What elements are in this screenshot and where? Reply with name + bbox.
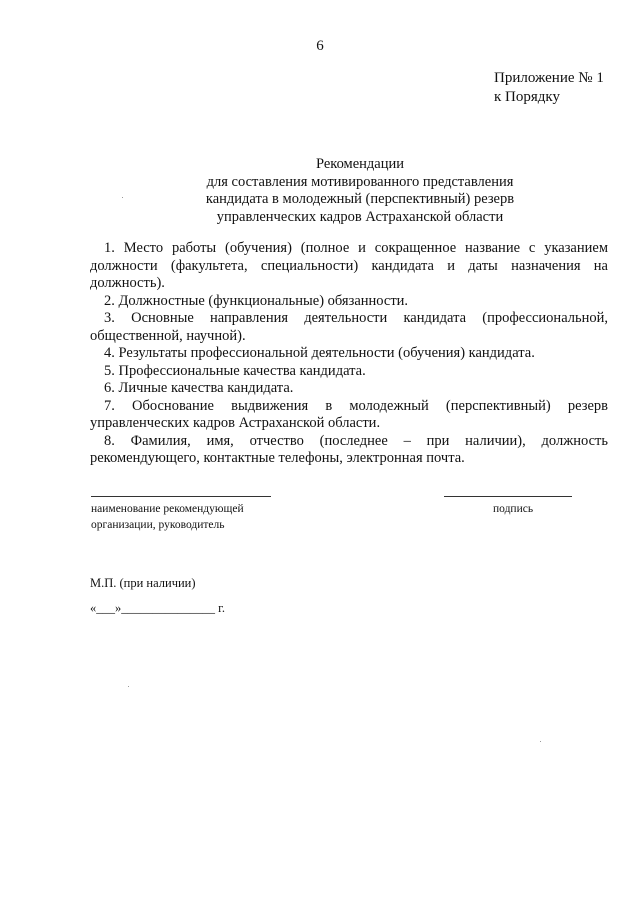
organization-label: [91, 501, 244, 533]
scan-speck: [122, 197, 123, 198]
date-line: «___»_______________ г.: [90, 601, 225, 615]
title-line-2: для составления мотивированного представления: [206, 173, 514, 190]
title-line-4: управленческих кадров Астраханской области: [216, 208, 504, 225]
stamp-note: М.П. (при наличии): [90, 576, 196, 590]
title-line-1: Рекомендации: [315, 156, 405, 172]
list-item: 1. Место работы (обучения) (полное и сокращенное название с указанием должности (факультета, специальности) кандидата и даты назначения на должность).: [90, 240, 608, 291]
title-line-3: кандидата в молодежный (перспективный) резерв: [205, 191, 515, 207]
recommendation-list: [90, 240, 608, 468]
list-item: 5. Профессиональные качества кандидата.: [104, 362, 366, 379]
list-item: 4. Результаты профессиональной деятельности (обучения) кандидата.: [104, 345, 535, 361]
organization-signature-line: [91, 496, 271, 497]
list-item: 6. Личные качества кандидата.: [104, 380, 294, 396]
list-item: 2. Должностные (функциональные) обязанности.: [104, 292, 409, 309]
organization-label-line-2: организации, руководитель: [91, 519, 225, 531]
list-item: 7. Обоснование выдвижения в молодежный (перспективный) резерв управленческих кадров Астраханской области.: [90, 397, 608, 431]
appendix-line-2: к Порядку: [494, 89, 560, 105]
appendix-header: [494, 69, 604, 107]
list-item: 3. Основные направления деятельности кандидата (профессиональной, общественной, научной).: [90, 310, 608, 344]
scan-speck: [128, 686, 129, 687]
signature-line: [444, 496, 572, 497]
list-item: 8. Фамилия, имя, отчество (последнее – при наличии), должность рекомендующего, контактные телефоны, электронная почта.: [90, 432, 608, 466]
scan-speck: [540, 741, 541, 742]
page-number: 6: [316, 38, 324, 54]
appendix-line-1: Приложение № 1: [494, 70, 604, 86]
document-title: [140, 156, 580, 226]
organization-label-line-1: наименование рекомендующей: [91, 503, 244, 515]
signature-label: подпись: [493, 503, 534, 515]
